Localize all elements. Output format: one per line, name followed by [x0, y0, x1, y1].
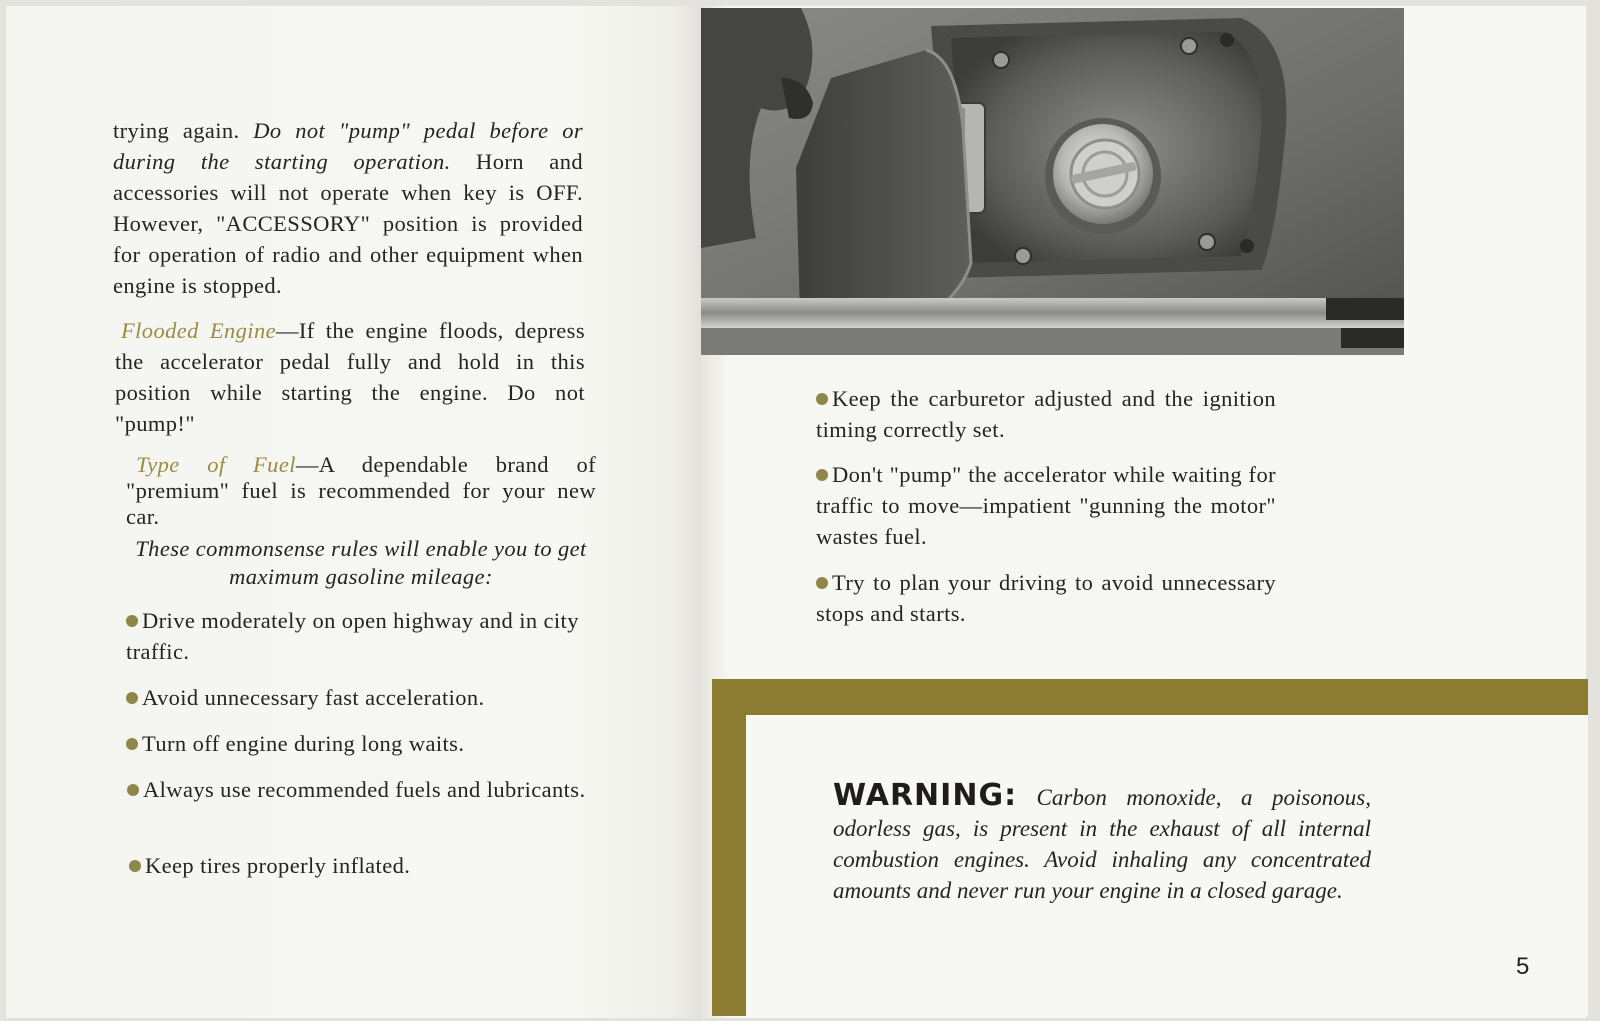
bullet-dot-icon [126, 738, 138, 750]
warning-body: Carbon monoxide, a poisonous, odorless gas, is present in the exhaust of all internal combustion engines. Avoid inhaling any concentrated amounts and never run your engine in a closed garage. [833, 785, 1371, 903]
list-item [126, 728, 596, 759]
list-item-text: Keep the carburetor adjusted and the ignition timing correctly set. [816, 386, 1276, 442]
warning-text [833, 780, 1371, 906]
mileage-rules-intro: These commonsense rules will enable you to get maximum gasoline mileage: [135, 536, 587, 589]
list-item-text: Don't "pump" the accelerator while waiting for traffic to move—impatient "gunning the motor" wastes fuel. [816, 462, 1276, 549]
type-of-fuel-body: —A dependable brand of "premium" fuel is recommended for your new car. [126, 452, 596, 529]
paragraph-flooded-engine [115, 315, 585, 439]
fuel-cap-illustration [701, 8, 1404, 355]
bullet-dot-icon [816, 577, 828, 589]
bullet-dot-icon [816, 393, 828, 405]
paragraph-type-of-fuel [126, 452, 596, 530]
list-item [126, 605, 596, 667]
list-item [126, 682, 596, 713]
list-item-text: Turn off engine during long waits. [142, 731, 465, 756]
list-item-text: Avoid unnecessary fast acceleration. [142, 685, 485, 710]
list-item-text: Always use recommended fuels and lubricants. [143, 777, 586, 802]
list-item [816, 383, 1276, 445]
page-number: 5 [1516, 953, 1530, 980]
bullet-dot-icon [127, 784, 139, 796]
flooded-engine-heading: Flooded Engine [121, 318, 276, 343]
list-item [129, 850, 599, 881]
type-of-fuel-heading: Type of Fuel [136, 452, 296, 477]
list-item-text: Drive moderately on open highway and in city traffic. [126, 608, 579, 664]
list-item [816, 459, 1276, 552]
list-item-text: Keep tires properly inflated. [145, 853, 411, 878]
list-item [816, 567, 1276, 629]
para-text: Horn and accessories will not operate when key is OFF. However, "ACCESSORY" position is provided for operation of radio and other equipment when engine is stopped. [113, 149, 583, 298]
flooded-engine-body: —If the engine floods, depress the accelerator pedal fully and hold in this position while starting the engine. Do not "pump!" [115, 318, 585, 436]
para-italic-text: Do not "pump" pedal before or during the starting operation. [113, 118, 583, 174]
bullet-dot-icon [129, 860, 141, 872]
warning-label: WARNING: [833, 778, 1018, 813]
list-item [127, 774, 597, 805]
bullet-dot-icon [816, 469, 828, 481]
bullet-dot-icon [126, 615, 138, 627]
para-text: trying again. [113, 118, 254, 143]
bullet-dot-icon [126, 692, 138, 704]
list-item-text: Try to plan your driving to avoid unnecessary stops and starts. [816, 570, 1276, 626]
fuel-filler-door-photo [701, 8, 1404, 355]
paragraph-starting [113, 115, 583, 301]
